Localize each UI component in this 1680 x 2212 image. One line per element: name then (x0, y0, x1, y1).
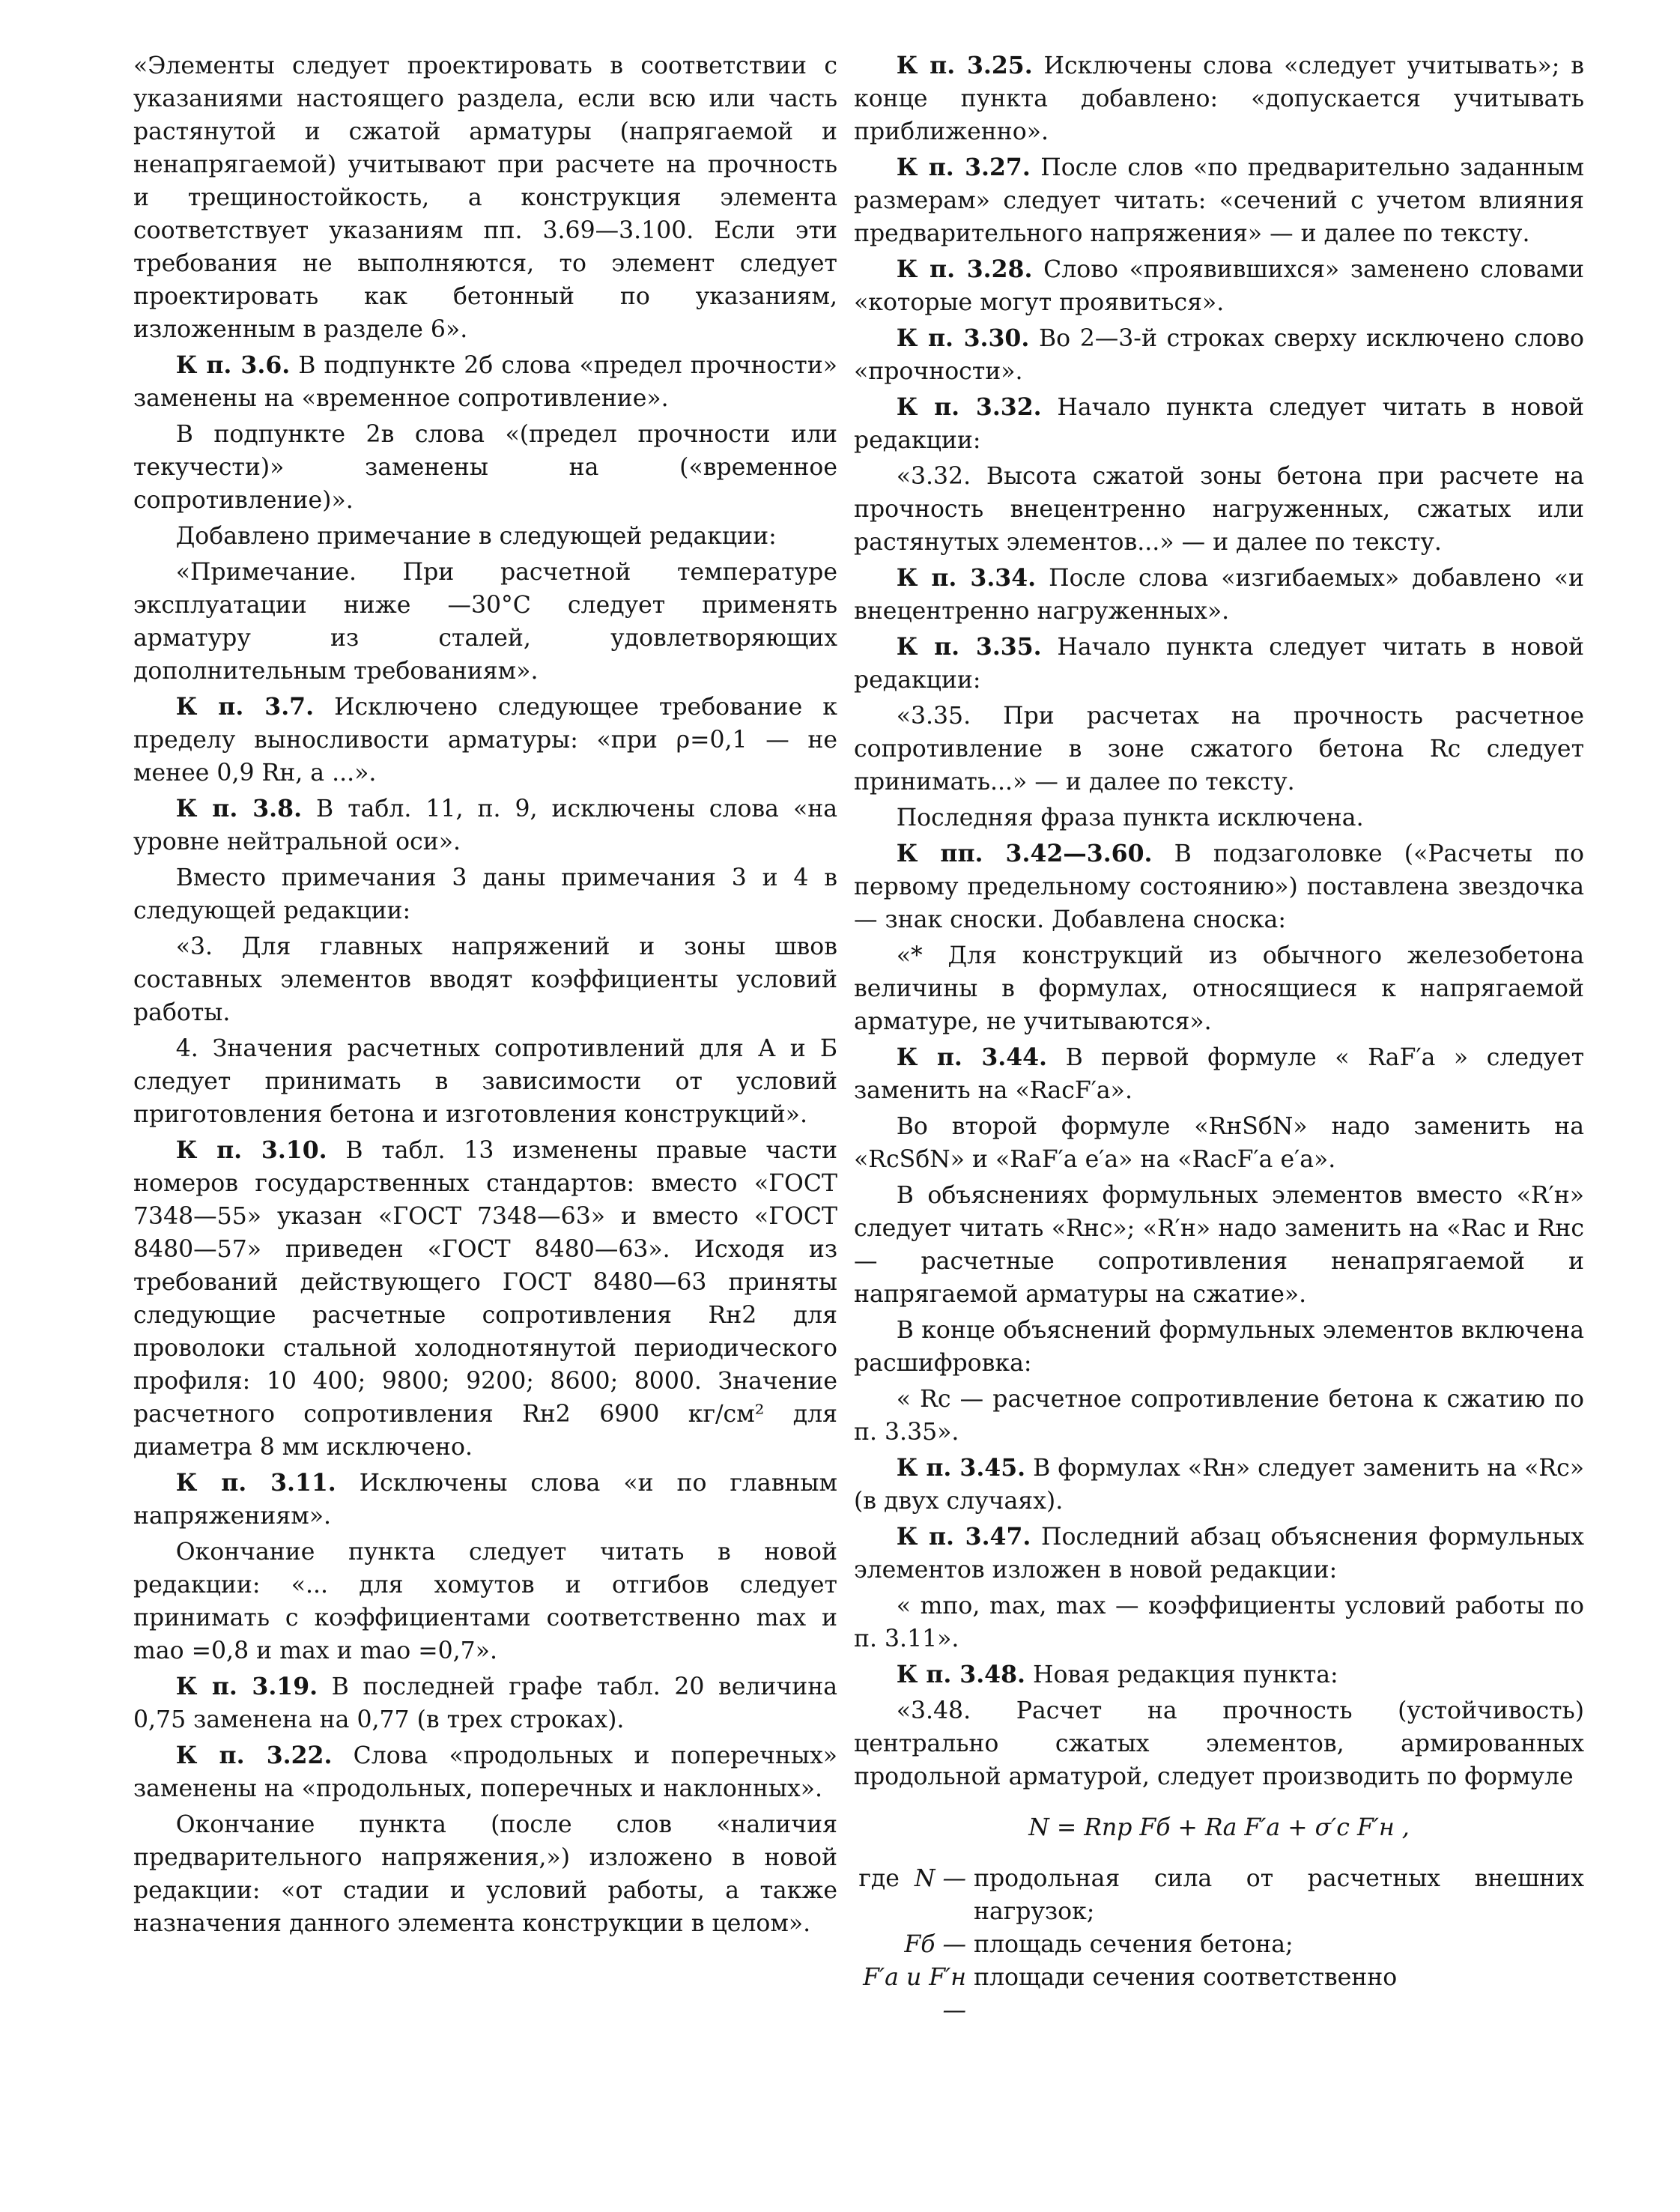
paragraph: К п. 3.11. Исключены слова «и по главным напряжениям». (133, 1469, 837, 1530)
clause-ref: К п. 3.30. (896, 324, 1030, 352)
paragraph: Последняя фраза пункта исключена. (896, 804, 1364, 831)
clause-ref: К п. 3.11. (175, 1469, 336, 1497)
paragraph: «3.48. Расчет на прочность (устойчивость) центрально сжатых элементов, армированных продольной арматурой, следует производить по формуле (854, 1697, 1584, 1790)
paragraph: Окончание пункта (после слов «наличия предварительного напряжения,») изложено в новой редакции: «от стадии и условий работы, а также назначения данного элемента конструкции в целом». (133, 1811, 837, 1937)
paragraph: К п. 3.35. Начало пункта следует читать в новой редакции: (854, 633, 1585, 694)
paragraph: «Примечание. При расчетной температуре эксплуатации ниже —30°С следует применять арматуру из сталей, удовлетворяющих дополнительным требованиям». (133, 559, 837, 685)
paragraph: К п. 3.6. В подпункте 2б слова «предел прочности» заменены на «временное сопротивление». (133, 351, 837, 412)
formula: N = Rпр Fб + Rа F′а + σ′с F′н , (1028, 1814, 1410, 1841)
clause-ref: К п. 3.27. (896, 154, 1031, 181)
clause-ref: К п. 3.6. (175, 351, 291, 379)
paragraph: К п. 3.34. После слова «изгибаемых» добавлено «и внецентренно нагруженных». (854, 564, 1584, 625)
paragraph: К п. 3.32. Начало пункта следует читать в новой редакции: (854, 393, 1585, 454)
paragraph: Окончание пункта следует читать в новой редакции: «... для хомутов и отгибов следует принимать с коэффициентами соответственно mах и mао =0,8 и mах и mао =0,7». (133, 1539, 837, 1664)
paragraph: К п. 3.25. Исключены слова «следует учитывать»; в конце пункта добавлено: «допускается учитывать приближенно». (854, 52, 1585, 145)
where-label: где (858, 1865, 900, 1892)
paragraph: « mпо, mах, mах — коэффициенты условий работы по п. 3.11». (854, 1593, 1584, 1652)
paragraph: Добавлено примечание в следующей редакции: (175, 523, 777, 550)
paragraph: К п. 3.27. После слов «по предварительно заданным размерам» следует читать: «сечений с учетом влияния предварительного напряжения» — и далее по тексту. (854, 154, 1584, 247)
paragraph: «3.35. При расчетах на прочность расчетное сопротивление в зоне сжатого бетона Rс следует принимать...» — и далее по тексту. (854, 703, 1584, 796)
paragraph: Во второй формуле «RнSбN» надо заменить на «RсSбN» и «RаF′а e′а» на «RасF′а e′а». (854, 1113, 1584, 1173)
paragraph: В объяснениях формульных элементов вместо «R′н» следует читать «Rнс»; «R′н» надо заменить на «Rас и Rнс — расчетные сопротивления ненапрягаемой и напрягаемой арматуры на сжатие». (854, 1182, 1584, 1308)
where-term: где N — (858, 1865, 966, 1892)
paragraph: К п. 3.28. Слово «проявившихся» заменено словами «которые могут проявиться». (854, 255, 1585, 316)
paragraph: «* Для конструкций из обычного железобетона величины в формулах, относящиеся к напрягаемой арматуре, не учитываются». (854, 942, 1584, 1035)
clause-ref: К пп. 3.42—3.60. (896, 840, 1153, 867)
paragraph: « Rс — расчетное сопротивление бетона к сжатию по п. 3.35». (854, 1386, 1584, 1446)
right-column (854, 49, 1584, 2027)
where-desc: площадь сечения бетона; (974, 1931, 1294, 1958)
paragraph: К п. 3.10. В табл. 13 изменены правые части номеров государственных стандартов: вместо «ГОСТ 7348—55» указан «ГОСТ 7348—63» и вместо «ГОСТ 8480—57» приведен «ГОСТ 8480—63». Исходя из требований действующего ГОСТ 8480—63 приняты следующие расчетные сопротивления Rн2 для проволоки стальной холоднотянутой периодического профиля: 10 400; 9800; 9200; 8600; 8000. Значение расчетного сопротивления Rн2 6900 кг/см² для диаметра 8 мм исключено. (133, 1136, 837, 1461)
where-list (854, 1862, 1584, 2027)
where-desc: продольная сила от расчетных внешних нагрузок; (974, 1865, 1584, 1925)
clause-ref: К п. 3.32. (896, 393, 1042, 421)
clause-ref: К п. 3.47. (896, 1523, 1031, 1551)
left-column (133, 49, 837, 1943)
paragraph: В конце объяснений формульных элементов включена расшифровка: (854, 1317, 1584, 1377)
clause-ref: К п. 3.8. (175, 795, 303, 822)
clause-ref: К п. 3.34. (896, 564, 1037, 592)
paragraph: К пп. 3.42—3.60. В подзаголовке («Расчеты по первому предельному состоянию») поставлена звездочка — знак сноски. Добавлена сноска: (854, 840, 1584, 933)
clause-ref: К п. 3.35. (896, 633, 1042, 661)
paragraph: Вместо примечания 3 даны примечания 3 и 4 в следующей редакции: (133, 864, 837, 924)
paragraph: К п. 3.48. Новая редакция пункта: (896, 1661, 1338, 1688)
clause-ref: К п. 3.48. (896, 1661, 1025, 1688)
paragraph: «3. Для главных напряжений и зоны швов составных элементов вводят коэффициенты условий работы. (133, 933, 837, 1026)
paragraph: «Элементы следует проектировать в соответствии с указаниями настоящего раздела, если всю или часть растянутой и сжатой арматуры (напрягаемой и ненапрягаемой) учитывают при расчете на прочность и трещиностойкость, а конструкция элемента соответствует указаниям пп. 3.69—3.100. Если эти требования не выполняются, то элемент следует проектировать как бетонный по указаниям, изложенным в разделе 6». (133, 52, 837, 343)
paragraph: К п. 3.45. В формулах «Rн» следует заменить на «Rс» (в двух случаях). (854, 1454, 1585, 1515)
paragraph: 4. Значения расчетных сопротивлений для А и Б следует принимать в зависимости от условий приготовления бетона и изготовления конструкций». (133, 1035, 837, 1128)
paragraph: «3.32. Высота сжатой зоны бетона при расчете на прочность внецентренно нагруженных, сжатых или растянутых элементов...» — и далее по тексту. (854, 463, 1584, 556)
paragraph: К п. 3.19. В последней графе табл. 20 величина 0,75 заменена на 0,77 (в трех строках). (133, 1673, 837, 1733)
clause-ref: К п. 3.25. (896, 52, 1033, 79)
paragraph: К п. 3.30. Во 2—3-й строках сверху исключено слово «прочности». (854, 324, 1584, 385)
paragraph: К п. 3.44. В первой формуле « RаF′а » следует заменить на «RасF′а». (854, 1043, 1585, 1104)
where-term: Fб — (904, 1931, 966, 1958)
clause-ref: К п. 3.28. (896, 255, 1033, 283)
paragraph: К п. 3.22. Слова «продольных и поперечных» заменены на «продольных, поперечных и наклонных». (133, 1742, 838, 1802)
clause-ref: К п. 3.19. (175, 1673, 318, 1700)
paragraph: К п. 3.8. В табл. 11, п. 9, исключены слова «на уровне нейтральной оси». (133, 795, 837, 855)
paragraph: К п. 3.7. Исключено следующее требование к пределу выносливости арматуры: «при ρ=0,1 — не менее 0,9 Rн, а ...». (133, 693, 837, 787)
where-desc: площади сечения соответственно (974, 1964, 1398, 1991)
where-term: F′а и F′н — (863, 1964, 966, 2024)
clause-ref: К п. 3.45. (896, 1454, 1026, 1482)
clause-ref: К п. 3.22. (175, 1742, 333, 1769)
clause-ref: К п. 3.44. (896, 1043, 1048, 1071)
clause-ref: К п. 3.7. (175, 693, 315, 721)
paragraph: К п. 3.47. Последний абзац объяснения формульных элементов изложен в новой редакции: (854, 1523, 1585, 1584)
paragraph: В подпункте 2в слова «(предел прочности или текучести)» заменены на («временное сопротивление)». (133, 421, 837, 514)
clause-ref: К п. 3.10. (175, 1136, 327, 1164)
